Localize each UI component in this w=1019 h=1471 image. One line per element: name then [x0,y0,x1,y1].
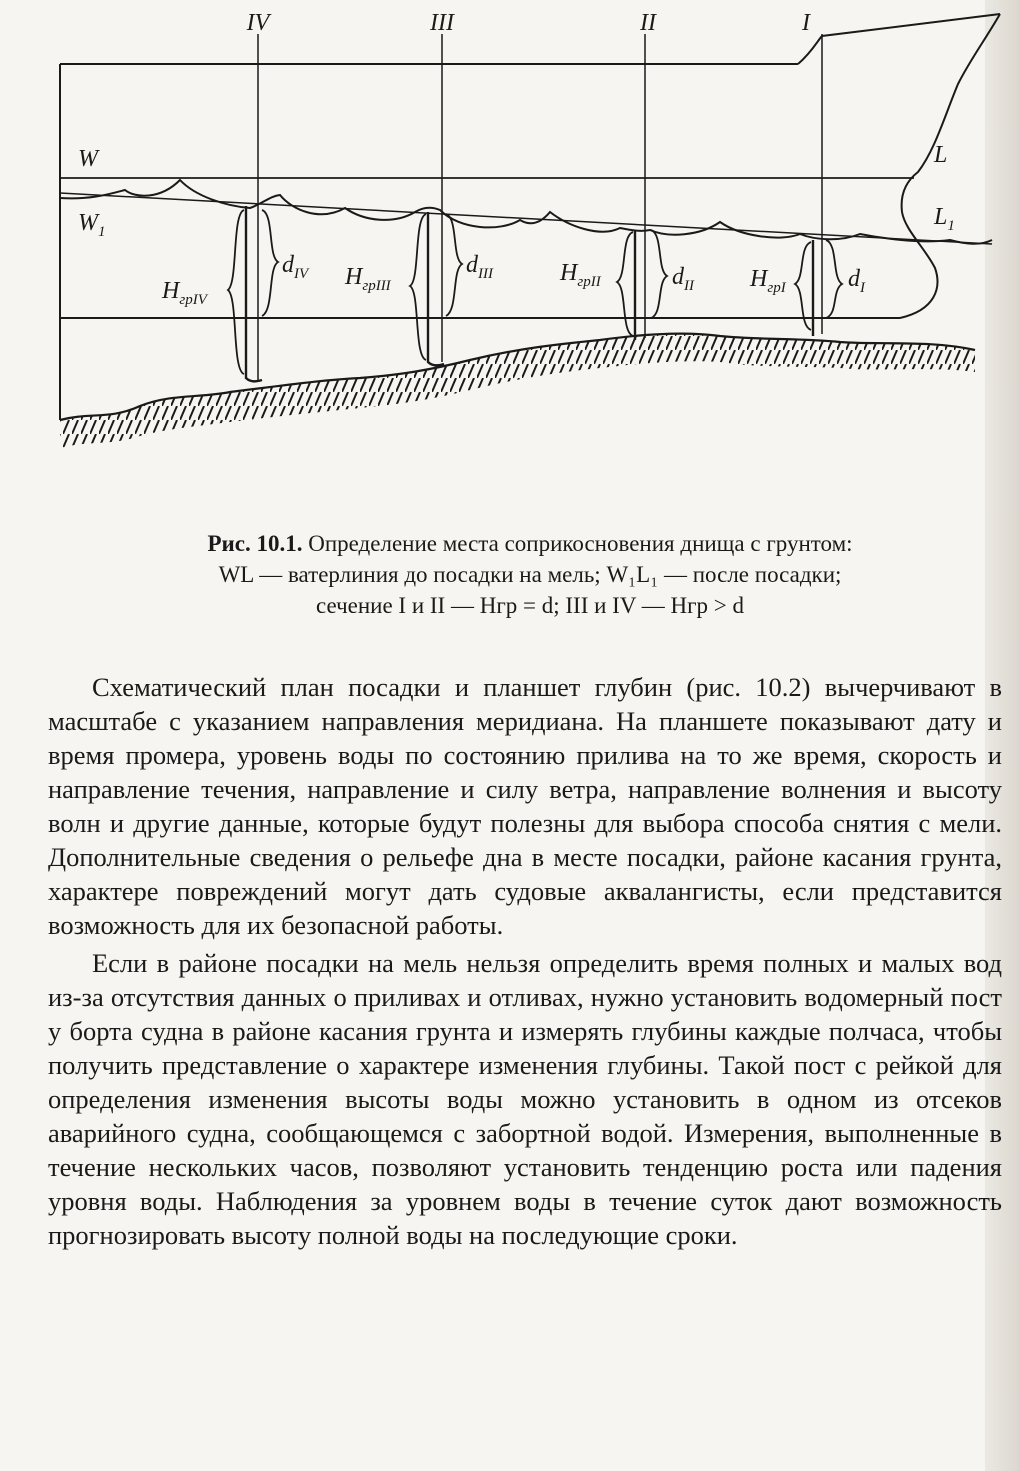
depth-labels [161,252,866,308]
label-W1: $W_1$ [78,210,106,240]
label-W: W [78,146,98,172]
label-L1: $L_1$ [934,204,955,234]
paragraph-1: Схематический план посадки и планшет глубин (рис. 10.2) вычерчивают в масштабе с указанием направления меридиана. На планшете показывают дату и время промера, уровень воды по состоянию прилива на то же время, скорость и направление течения, направление и силу ветра, направление волнения и высоту волн и другие данные, которые будут полезны для выбора способа снятия с мели. Дополнительные сведения о рельефе дна в месте посадки, районе касания грунта, характере повреждений могут дать судовые аквалангисты, если представится возможность для их безопасной работы. [48,672,1002,940]
body-text [48,670,1002,1256]
paragraph-2: Если в районе посадки на мель нельзя определить время полных и малых вод из-за отсутствия данных о приливах и отливах, нужно установить водомерный пост у борта судна в районе касания грунта и измерять глубины каждые полчаса, чтобы получить представление о характере изменения глубины. Такой пост с рейкой для определения изменения высоты воды можно установить в одном из отсеков аварийного судна, сообщающемся с забортной водой. Измерения, выполненные в течение нескольких часов, позволяют установить тенденцию роста или падения уровня воды. Наблюдения за уровнем воды в течение суток дают возможность прогнозировать высоту полной воды на последующие сроки. [48,948,1002,1250]
label-H-gr-III: $H_{грIII}$ [345,264,391,294]
label-d-I: $d_I$ [848,266,865,296]
section-label-IV: IV [246,10,270,36]
label-d-IV: $d_{IV}$ [282,252,309,282]
wave-surface [60,180,992,244]
figure-10-1-ship-aground-diagram [0,0,1019,500]
caption-line-2: WL — ватерлиния до посадки на мель; W₁L₁ — после посадки; [218,562,842,587]
section-label-III: III [430,10,454,36]
label-d-III: $d_{III}$ [466,252,493,282]
caption-title: Определение места соприкосновения днища с грунтом: [302,531,853,556]
waterline-labels [78,142,955,240]
label-H-gr-I: $H_{грI}$ [750,266,786,296]
caption-figure-number: Рис. 10.1. [207,531,303,556]
caption-line-3: сечение I и II — Hгр = d; III и IV — Hгр > d [315,593,745,618]
figure-caption [60,528,1000,621]
label-d-II: $d_{II}$ [672,264,694,294]
section-labels [246,10,811,36]
caption-line-1 [60,528,1000,559]
label-L: L [934,142,948,168]
section-label-II: II [640,10,656,36]
section-lines [258,34,822,380]
label-H-gr-IV: $H_{грIV}$ [162,278,207,308]
label-H-gr-II: $H_{грII}$ [560,260,601,290]
section-label-I: I [802,10,810,36]
